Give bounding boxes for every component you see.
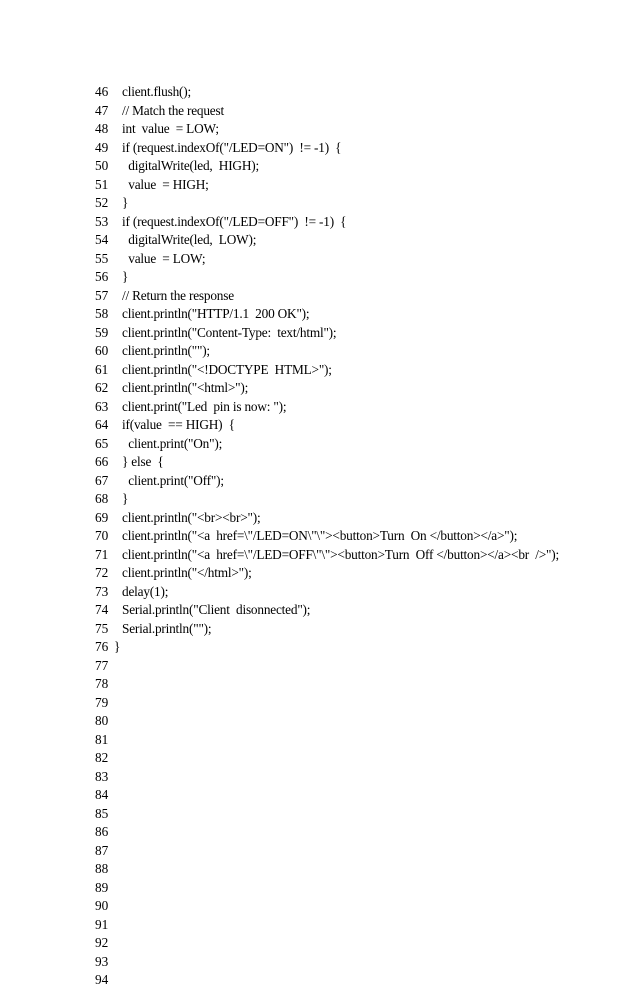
code-text: digitalWrite(led, HIGH); [122,158,259,173]
code-text: value = HIGH; [122,176,209,192]
code-line [0,287,638,306]
code-line [0,860,638,879]
code-line [0,823,638,842]
code-line [0,916,638,935]
line-number: 93 [95,953,109,969]
code-line [0,509,638,528]
code-text: if (request.indexOf("/LED=OFF") != -1) { [122,213,347,229]
line-number: 61 [95,361,109,377]
code-line [0,546,638,565]
code-line [0,842,638,861]
code-text: client.println("<br><br>"); [122,509,261,525]
line-number: 90 [95,898,109,913]
code-line [0,472,638,491]
code-line [0,453,638,472]
line-number: 94 [95,972,109,987]
line-number: 54 [95,232,109,247]
line-number: 55 [95,250,109,266]
line-number: 65 [95,435,109,451]
code-line [0,157,638,176]
code-text: delay(1); [122,583,169,599]
line-number: 57 [95,287,109,303]
line-number: 48 [95,121,109,136]
code-text: client.println("</html>"); [122,565,252,580]
code-text: } else { [122,454,164,469]
code-text: client.println("HTTP/1.1 200 OK"); [122,306,310,321]
code-line [0,694,638,713]
code-line [0,250,638,269]
code-line [0,176,638,195]
code-text: client.println("Content-Type: text/html"); [122,324,337,340]
line-number: 75 [95,620,109,636]
line-number: 70 [95,528,109,543]
code-text: int value = LOW; [122,121,219,136]
code-line [0,712,638,731]
line-number: 56 [95,269,109,284]
code-text: // Match the request [122,102,224,118]
line-number: 72 [95,565,109,580]
line-number: 89 [95,879,109,895]
code-line [0,213,638,232]
code-text: } [122,491,129,506]
code-text: if(value == HIGH) { [122,417,235,432]
code-line [0,102,638,121]
code-line [0,324,638,343]
code-line [0,305,638,324]
line-number: 92 [95,935,109,950]
code-text: client.println("<!DOCTYPE HTML>"); [122,361,332,377]
code-line [0,953,638,972]
code-text: } [122,269,129,284]
code-text: // Return the response [122,287,234,303]
line-number: 81 [95,731,109,747]
code-text: client.print("On"); [122,435,223,451]
code-line [0,120,638,139]
line-number: 62 [95,380,109,395]
line-number: 60 [95,343,109,358]
code-line [0,879,638,898]
line-number: 86 [95,824,109,839]
code-text: value = LOW; [122,250,206,266]
line-number: 63 [95,398,109,414]
code-line [0,361,638,380]
line-number: 59 [95,324,109,340]
line-number: 74 [95,602,109,617]
line-number: 49 [95,139,109,155]
line-number: 68 [95,491,109,506]
code-line [0,398,638,417]
line-number: 88 [95,861,109,876]
code-text: client.print("Led pin is now: "); [122,398,287,414]
code-text: client.println("<a href=\"/LED=OFF\"\"><button>Turn Off </button></a><br />"); [122,546,560,562]
code-text: Serial.println(""); [122,620,212,636]
code-line [0,934,638,953]
code-line [0,749,638,768]
code-text: digitalWrite(led, LOW); [122,232,257,247]
code-line [0,731,638,750]
line-number: 67 [95,472,109,488]
code-line [0,379,638,398]
line-number: 66 [95,454,109,469]
code-line [0,435,638,454]
line-number: 50 [95,158,109,173]
line-number: 47 [95,102,109,118]
line-number: 78 [95,676,109,691]
code-line [0,527,638,546]
code-line [0,897,638,916]
code-line [0,583,638,602]
code-text: } [114,639,121,654]
code-line [0,490,638,509]
code-line [0,416,638,435]
code-text: if (request.indexOf("/LED=ON") != -1) { [122,139,342,155]
code-text: client.flush(); [122,84,192,99]
line-number: 51 [95,176,109,192]
line-number: 73 [95,583,109,599]
line-number: 64 [95,417,109,432]
line-number: 83 [95,768,109,784]
code-line [0,620,638,639]
code-line [0,268,638,287]
line-number: 53 [95,213,109,229]
code-text: client.println(""); [122,343,210,358]
code-line [0,564,638,583]
code-line [0,657,638,676]
code-line [0,675,638,694]
line-number: 85 [95,805,109,821]
line-number: 69 [95,509,109,525]
code-line [0,768,638,787]
code-text: client.print("Off"); [122,472,224,488]
line-number: 46 [95,84,109,99]
code-line [0,786,638,805]
line-number: 71 [95,546,109,562]
code-line [0,83,638,102]
line-number: 87 [95,842,109,858]
code-text: Serial.println("Client disonnected"); [122,602,311,617]
line-number: 79 [95,694,109,710]
line-number: 58 [95,306,109,321]
line-number: 76 [95,639,109,654]
code-listing [0,83,638,990]
code-line [0,231,638,250]
code-line [0,805,638,824]
line-number: 52 [95,195,109,210]
code-line [0,139,638,158]
code-line [0,194,638,213]
code-line [0,601,638,620]
line-number: 91 [95,916,109,932]
code-line [0,971,638,990]
line-number: 84 [95,787,109,802]
line-number: 82 [95,750,109,765]
code-text: client.println("<a href=\"/LED=ON\"\"><button>Turn On </button></a>"); [122,528,518,543]
code-text: } [122,195,129,210]
line-number: 77 [95,657,109,673]
line-number: 80 [95,713,109,728]
code-line [0,342,638,361]
code-line [0,638,638,657]
code-text: client.println("<html>"); [122,380,249,395]
